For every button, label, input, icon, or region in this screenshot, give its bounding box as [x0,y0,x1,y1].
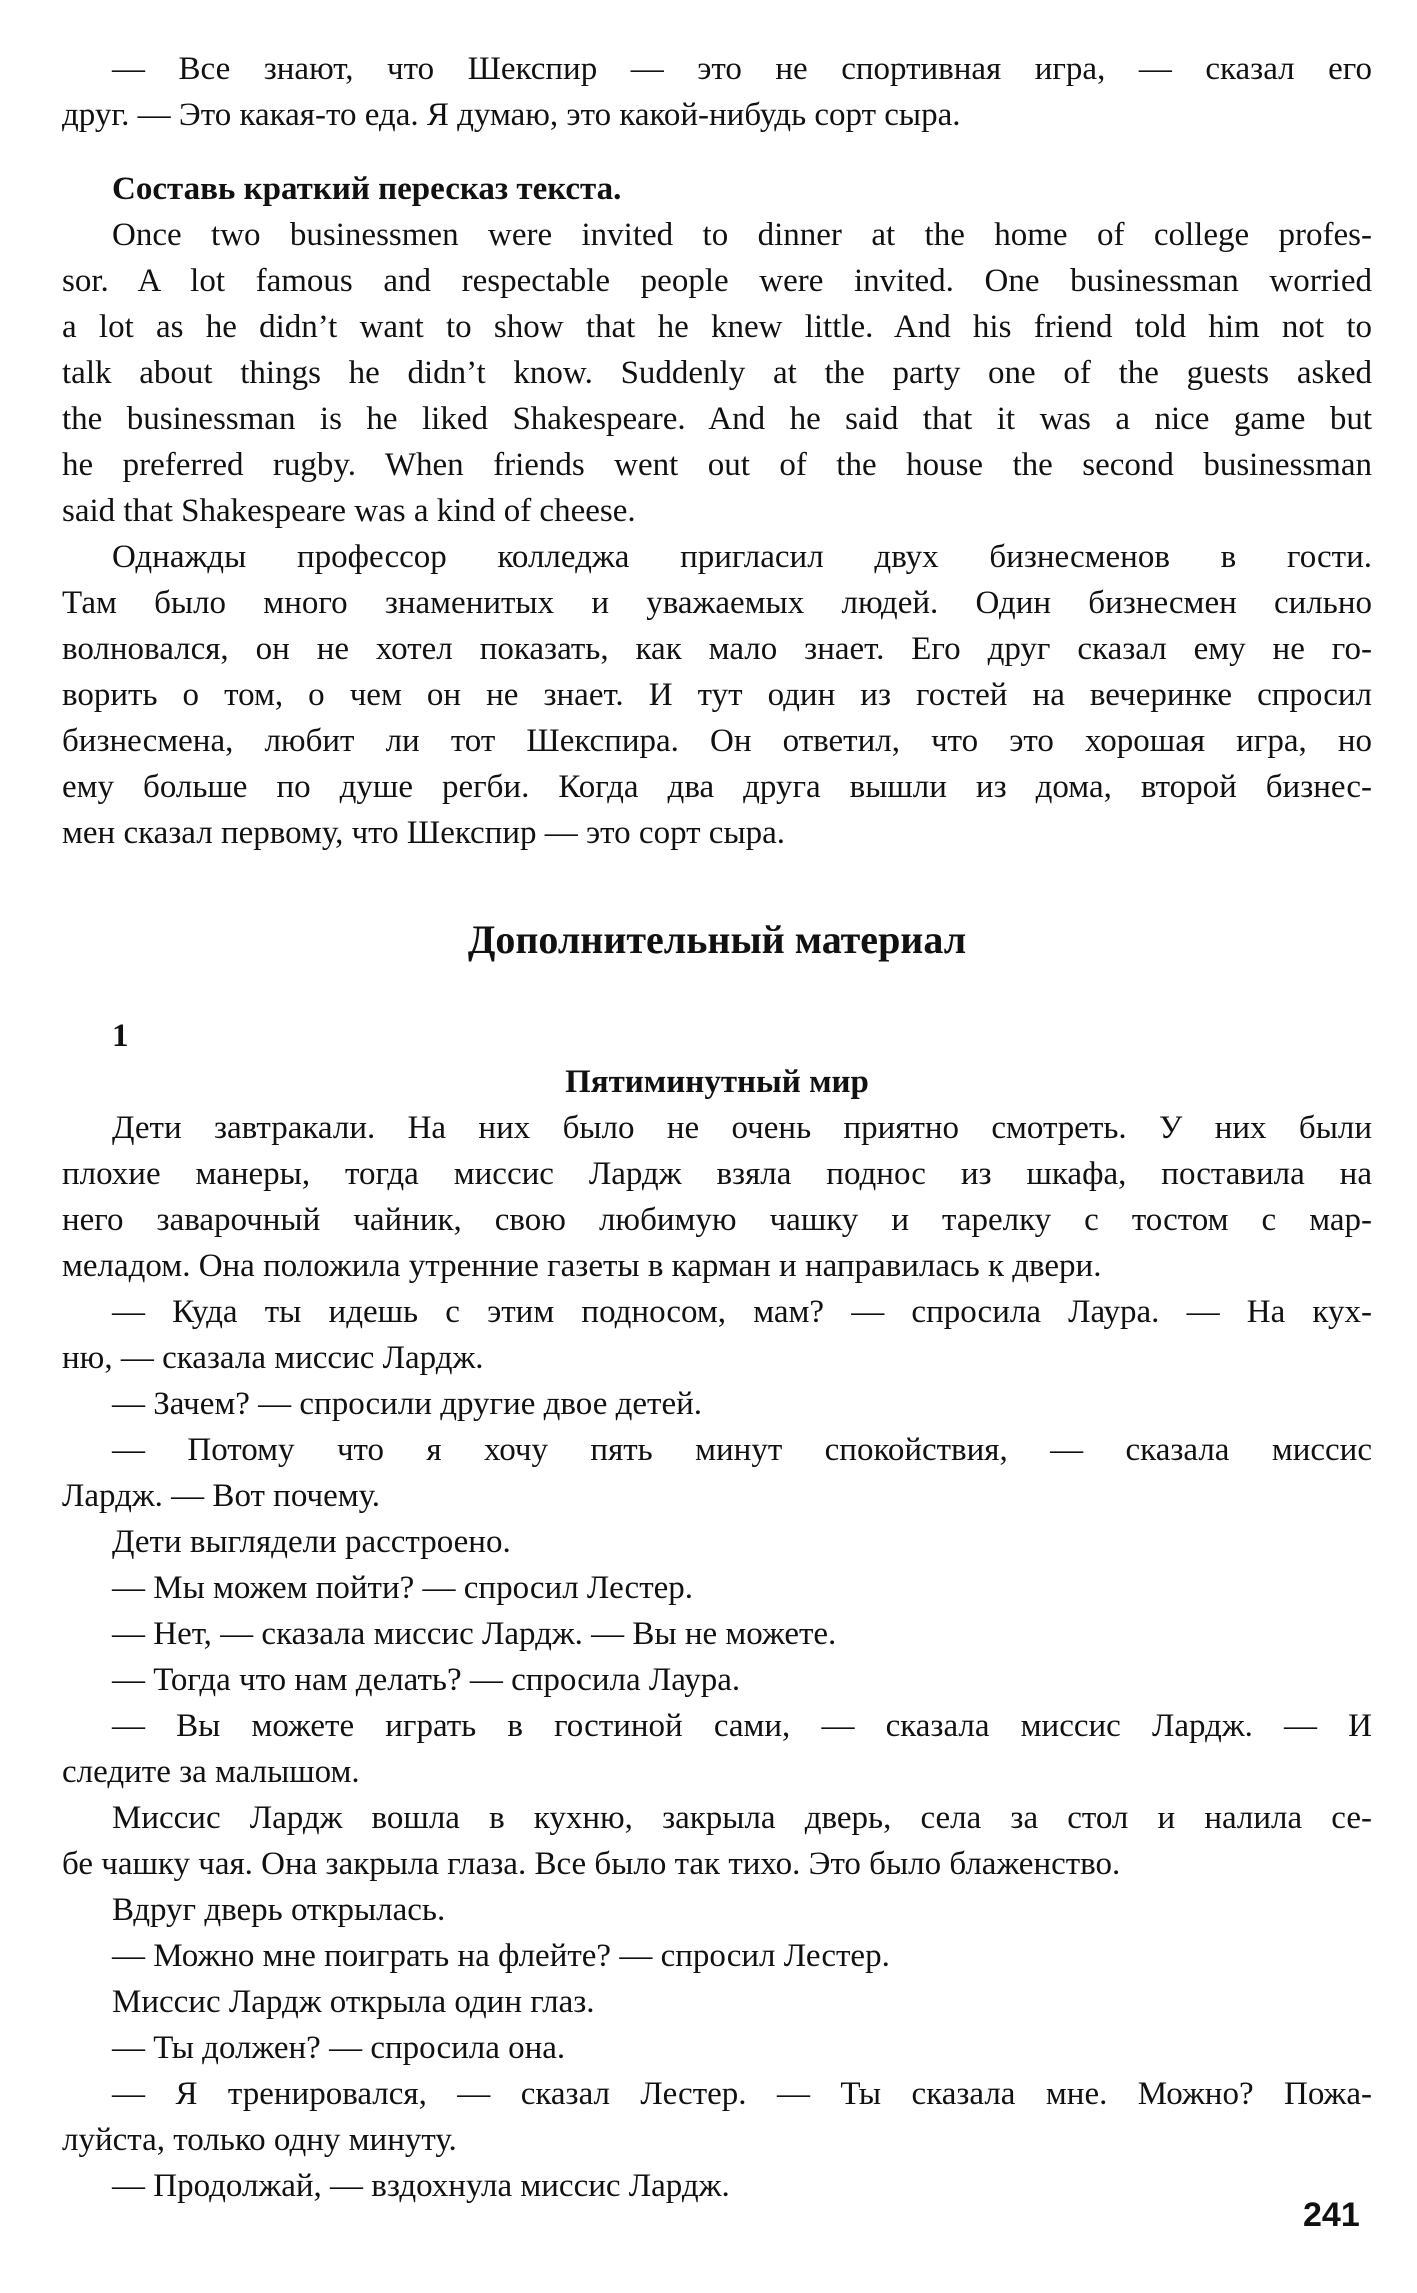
text-line: меладом. Она положила утренние газеты в карман и направилась к двери. [62,1248,1102,1284]
text-line: 1 [112,1018,129,1054]
story-title [62,1059,1372,1105]
text-line: — Ты должен? — спросила она. [112,2030,566,2066]
paragraph [62,1105,1372,1289]
text-line: ему больше по душе регби. Когда два друга вышли из дома, второй бизнес- [62,769,1372,805]
text-line: Там было много знаменитых и уважаемых людей. Один бизнесмен сильно [62,585,1372,621]
text-line: a lot as he didn’t want to show that he knew little. And his friend told him not to [62,309,1372,345]
text-line: него заварочный чайник, свою любимую чашку и тарелку с тостом с мар- [62,1202,1372,1238]
paragraph [62,2163,1372,2209]
text-line: Дети выглядели расстроено. [112,1524,511,1560]
text-line: — Вы можете играть в гостиной сами, — сказала миссис Лардж. — И [112,1708,1372,1744]
paragraph [62,1933,1372,1979]
text-line: — Мы можем пойти? — спросил Лестер. [112,1570,694,1606]
paragraph [62,1381,1372,1427]
text-line: мен сказал первому, что Шекспир — это сорт сыра. [62,815,786,851]
text-line: — Тогда что нам делать? — спросила Лаура. [112,1662,741,1698]
paragraph [62,2071,1372,2163]
paragraph [62,1565,1372,1611]
paragraph [62,212,1372,534]
text-line: Пятиминутный мир [565,1064,869,1100]
text-line: — Я тренировался, — сказал Лестер. — Ты сказала мне. Можно? Пожа- [112,2076,1372,2112]
section-heading [62,913,1372,967]
paragraph [62,1611,1372,1657]
text-line: said that Shakespeare was a kind of cheese. [62,493,636,529]
text-line: Составь краткий пересказ текста. [112,171,622,207]
text-line: ню, — сказала миссис Лардж. [62,1340,484,1376]
text-line: Миссис Лардж открыла один глаз. [112,1984,595,2020]
text-line: — Продолжай, — вздохнула миссис Лардж. [112,2168,730,2204]
text-line: бизнесмена, любит ли тот Шекспира. Он ответил, что это хорошая игра, но [62,723,1372,759]
paragraph [62,2025,1372,2071]
text-line: — Все знают, что Шекспир — это не спортивная игра, — сказал его [112,51,1372,87]
paragraph [62,1657,1372,1703]
paragraph [62,1887,1372,1933]
paragraph [62,1979,1372,2025]
text-line: he preferred rugby. When friends went out of the house the second businessman [62,447,1372,483]
text-line: Лардж. — Вот почему. [62,1478,381,1514]
section-number [62,1013,1372,1059]
text-line: друг. — Это какая-то еда. Я думаю, это какой-нибудь сорт сыра. [62,97,961,133]
page-body [62,46,1372,2209]
text-line: плохие манеры, тогда миссис Лардж взяла поднос из шкафа, поставила на [62,1156,1372,1192]
text-line: следите за малышом. [62,1754,360,1790]
text-line: луйста, только одну минуту. [62,2122,457,2158]
text-line: бе чашку чая. Она закрыла глаза. Все было так тихо. Это было блаженство. [62,1846,1121,1882]
text-line: ворить о том, о чем он не знает. И тут один из гостей на вечеринке спросил [62,677,1372,713]
text-line: волновался, он не хотел показать, как мало знает. Его друг сказал ему не го- [62,631,1372,667]
text-line: Дополнительный материал [467,917,967,962]
paragraph [62,1289,1372,1381]
text-line: — Потому что я хочу пять минут спокойствия, — сказала миссис [112,1432,1372,1468]
text-line: Дети завтракали. На них было не очень приятно смотреть. У них были [112,1110,1372,1146]
text-line: Вдруг дверь открылась. [112,1892,446,1928]
text-line: sor. A lot famous and respectable people were invited. One businessman worried [62,263,1372,299]
text-line: Однажды профессор колледжа пригласил двух бизнесменов в гости. [112,539,1372,575]
text-line: Миссис Лардж вошла в кухню, закрыла дверь, села за стол и налила се- [112,1800,1372,1836]
paragraph [62,1427,1372,1519]
text-line: — Зачем? — спросили другие двое детей. [112,1386,703,1422]
text-line: the businessman is he liked Shakespeare. And he said that it was a nice game but [62,401,1372,437]
task-heading [62,166,1372,212]
text-line: — Можно мне поиграть на флейте? — спросил Лестер. [112,1938,890,1974]
paragraph [62,46,1372,138]
text-line: — Нет, — сказала миссис Лардж. — Вы не можете. [112,1616,837,1652]
paragraph [62,1519,1372,1565]
text-line: talk about things he didn’t know. Suddenly at the party one of the guests asked [62,355,1372,391]
paragraph [62,1703,1372,1795]
text-line: Once two businessmen were invited to dinner at the home of college profes- [112,217,1372,253]
page-number: 241 [1303,2196,1360,2234]
paragraph [62,1795,1372,1887]
text-line: — Куда ты идешь с этим подносом, мам? — спросила Лаура. — На кух- [112,1294,1372,1330]
paragraph [62,534,1372,856]
